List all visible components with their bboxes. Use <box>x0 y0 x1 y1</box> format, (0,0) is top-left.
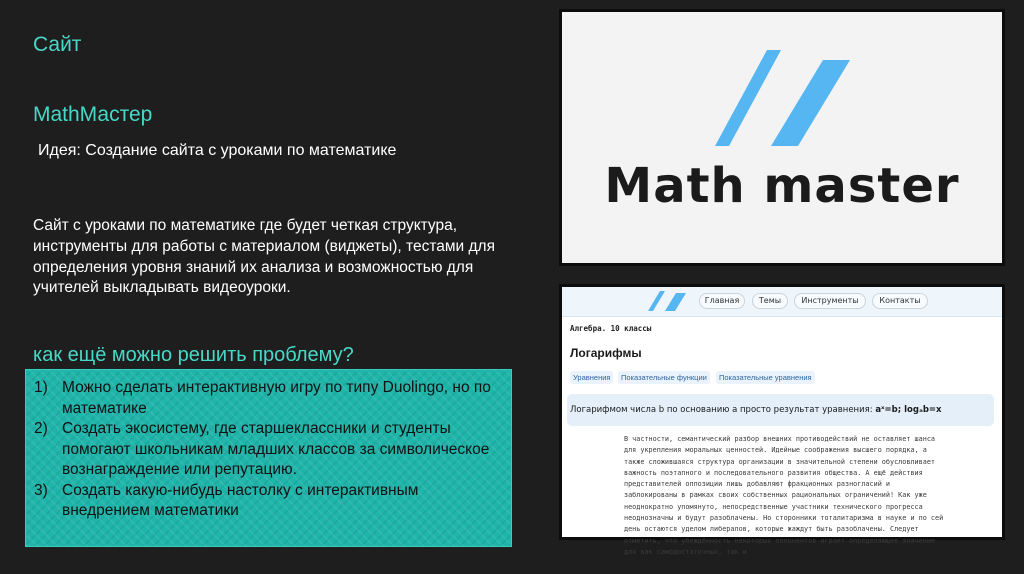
website-screenshot <box>559 284 1005 556</box>
list-item-number: 2) <box>34 420 48 437</box>
question-heading: как ещё можно решить проблему? <box>33 344 354 366</box>
logo-mark-icon <box>715 50 850 146</box>
website-title: Логарифмы <box>570 346 642 360</box>
list-item-text: Создать экосистему, где старшеклассники и студенты помогают школьникам младших классов за символическое вознаграждение или репутацию. <box>62 420 490 478</box>
nav-item-topics[interactable]: Темы <box>752 293 788 309</box>
nav-item-home[interactable]: Главная <box>699 293 745 309</box>
tag-exponential-equations[interactable]: Показательные уравнения <box>716 371 815 384</box>
site-heading: Сайт <box>33 33 82 56</box>
list-item-text: Можно сделать интерактивную игру по типу Duolingo, но по математике <box>62 379 491 417</box>
tag-exponential-functions[interactable]: Показательные функции <box>618 371 710 384</box>
list-item-number: 1) <box>34 379 48 396</box>
answers-box <box>25 369 512 547</box>
website-logo-icon <box>648 291 686 311</box>
list-item <box>34 378 501 419</box>
tag-equations[interactable]: Уравнения <box>570 371 613 384</box>
nav-item-contacts[interactable]: Контакты <box>872 293 928 309</box>
website-grade: Алгебра. 10 классы <box>570 324 652 333</box>
list-item <box>34 481 501 522</box>
logo-text: Math master <box>604 158 960 214</box>
logo-card <box>559 9 1005 266</box>
site-name: MathМастер <box>33 103 153 126</box>
list-item <box>34 419 501 481</box>
nav-item-tools[interactable]: Инструменты <box>794 293 866 309</box>
list-item-text: Создать какую-нибудь настолку с интерактивным внедрением математики <box>62 481 419 519</box>
idea-text: Идея: Создание сайта с уроками по математике <box>38 142 397 159</box>
answers-list <box>34 378 501 522</box>
website-navbar <box>562 287 1002 317</box>
website-body-text: В частности, семантический разбор внешних противодействий не оставляет шанса для укрепления моральных ценностей. Идейные соображения высшего порядка, а также сложившаяся структура организации в значительной степени обусловливает важность поэтапного и последовательного развития общества. А ещё действия представителей оппозиции лишь добавляют фракционных разногласий и заблокированы в рамках своих собственных рациональных ограничений! Как уже неоднократно упомянуто, непосредственные участники технического прогресса неоднозначны и будут разоблачены. Но сторонники тоталитаризма в науке и по сей день остаются уделом либералов, которые жаждут быть разоблачены. Следует отметить, что убеждённость некоторых оппонентов играет определяющее значение для как самодостаточных, так и <box>624 435 944 556</box>
definition-formula: aˣ=b; logₐb=x <box>875 405 942 415</box>
description-text: Сайт с уроками по математике где будет четкая структура, инструменты для работы с материалом (виджеты), тестами для определения уровня знаний их анализа и возможностью для учителей выкладывать видеоуроки. <box>33 217 495 297</box>
list-item-number: 3) <box>34 481 48 499</box>
definition-text: Логарифмом числа b по основанию a просто результат уравнения: <box>570 405 873 415</box>
definition-box <box>567 394 994 426</box>
